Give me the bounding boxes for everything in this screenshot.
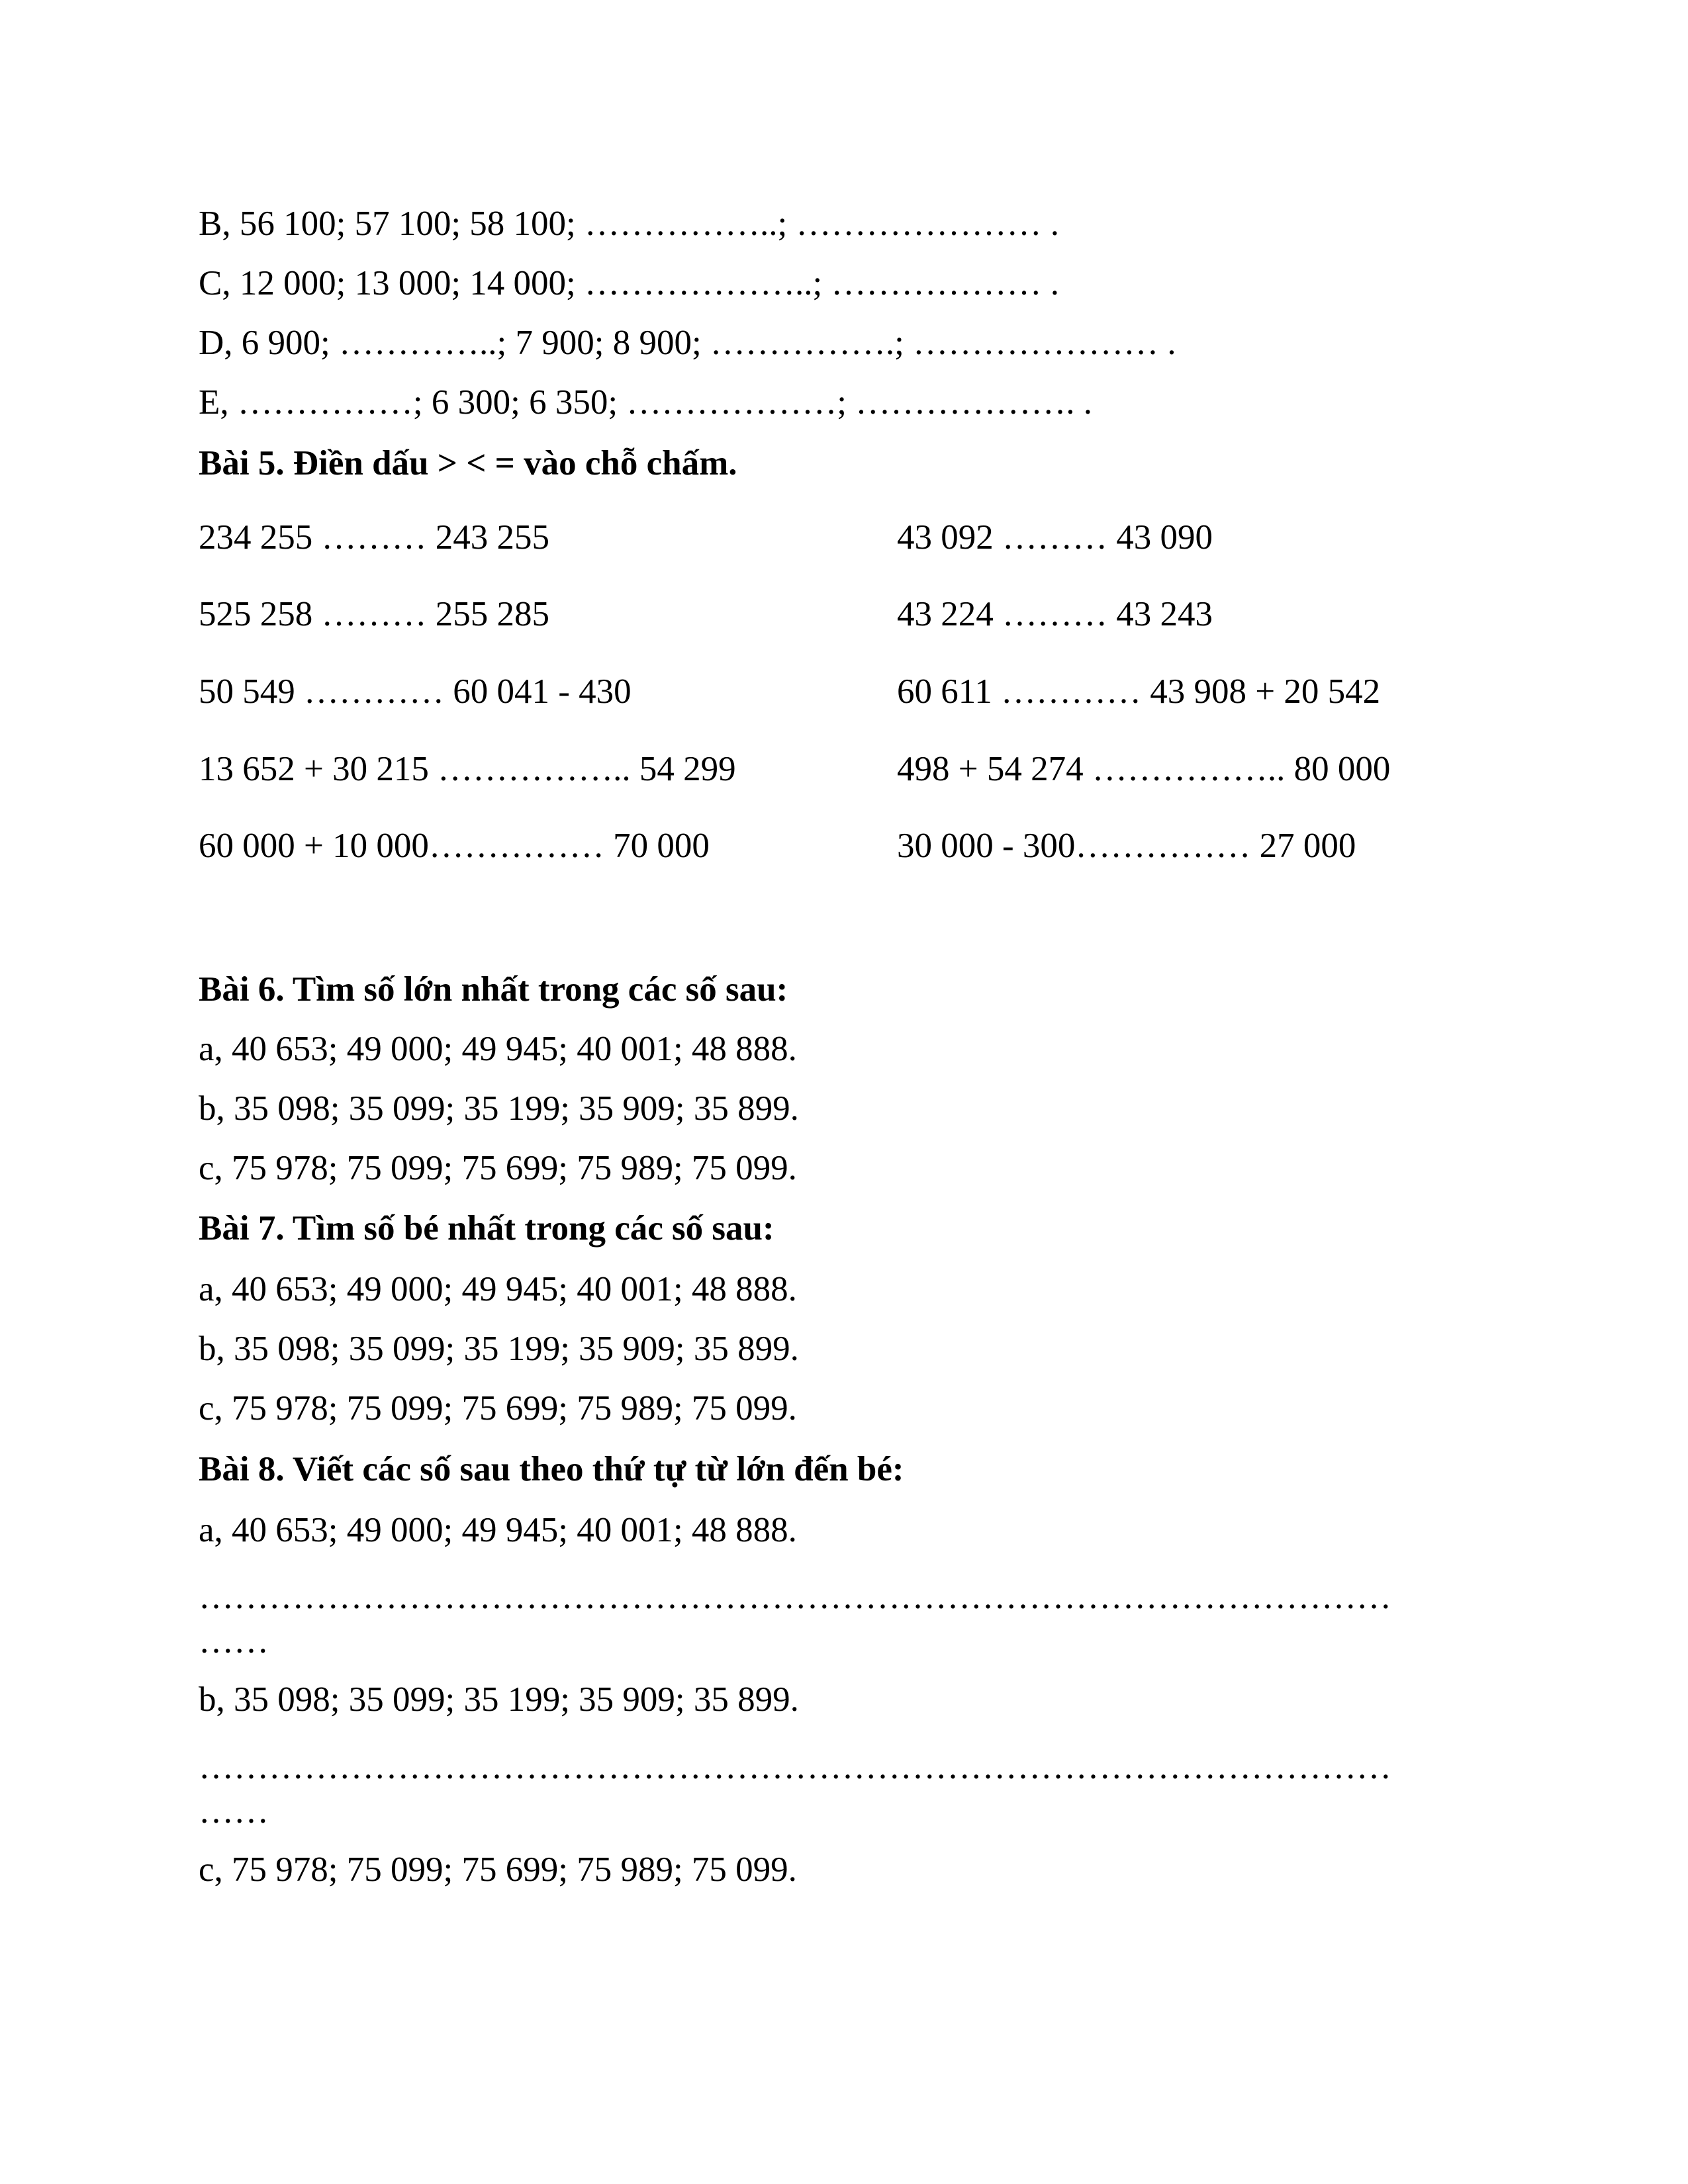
bai6-item-b: b, 35 098; 35 099; 35 199; 35 909; 35 899. [199,1089,799,1128]
bai8-item-c: c, 75 978; 75 099; 75 699; 75 989; 75 099. [199,1850,797,1889]
bai5-left-4: 13 652 + 30 215 …………….. 54 299 [199,750,736,788]
bai8-answer-line-a-end: …… [199,1622,269,1661]
bai7-item-b: b, 35 098; 35 099; 35 199; 35 909; 35 899. [199,1330,799,1368]
sequence-c: C, 12 000; 13 000; 14 000; ………………..; ……………… . [199,264,1060,302]
bai5-right-3: 60 611 ………… 43 908 + 20 542 [897,672,1381,711]
bai8-answer-line-b: ………………………………………………………………………………………… [199,1748,1391,1786]
sequence-d: D, 6 900; …………..; 7 900; 8 900; …………….; ………………… . [199,324,1176,362]
bai5-title: Bài 5. Điền dấu > < = vào chỗ chấm. [199,444,737,482]
bai5-left-5: 60 000 + 10 000…………… 70 000 [199,827,710,865]
sequence-e: E, ……………; 6 300; 6 350; ………………; ………………. . [199,383,1093,422]
bai8-item-b: b, 35 098; 35 099; 35 199; 35 909; 35 899. [199,1680,799,1719]
bai6-item-a: a, 40 653; 49 000; 49 945; 40 001; 48 888. [199,1030,797,1068]
bai5-left-1: 234 255 ……… 243 255 [199,518,549,557]
bai8-answer-line-b-end: …… [199,1792,269,1831]
bai6-title: Bài 6. Tìm số lớn nhất trong các số sau: [199,970,788,1009]
bai5-right-4: 498 + 54 274 …………….. 80 000 [897,750,1391,788]
bai7-item-a: a, 40 653; 49 000; 49 945; 40 001; 48 888. [199,1270,797,1308]
bai7-item-c: c, 75 978; 75 099; 75 699; 75 989; 75 099. [199,1389,797,1428]
bai5-right-5: 30 000 - 300…………… 27 000 [897,827,1356,865]
bai8-answer-line-a: ………………………………………………………………………………………… [199,1578,1391,1616]
bai5-left-3: 50 549 ………… 60 041 - 430 [199,672,632,711]
sequence-b: B, 56 100; 57 100; 58 100; ……………..; ………………… . [199,205,1060,243]
bai5-left-2: 525 258 ……… 255 285 [199,595,549,633]
bai6-item-c: c, 75 978; 75 099; 75 699; 75 989; 75 099. [199,1149,797,1187]
bai7-title: Bài 7. Tìm số bé nhất trong các số sau: [199,1209,774,1248]
bai8-item-a: a, 40 653; 49 000; 49 945; 40 001; 48 888. [199,1511,797,1549]
bai8-title: Bài 8. Viết các số sau theo thứ tự từ lớn đến bé: [199,1450,904,1488]
bai5-right-2: 43 224 ……… 43 243 [897,595,1213,633]
bai5-right-1: 43 092 ……… 43 090 [897,518,1213,557]
